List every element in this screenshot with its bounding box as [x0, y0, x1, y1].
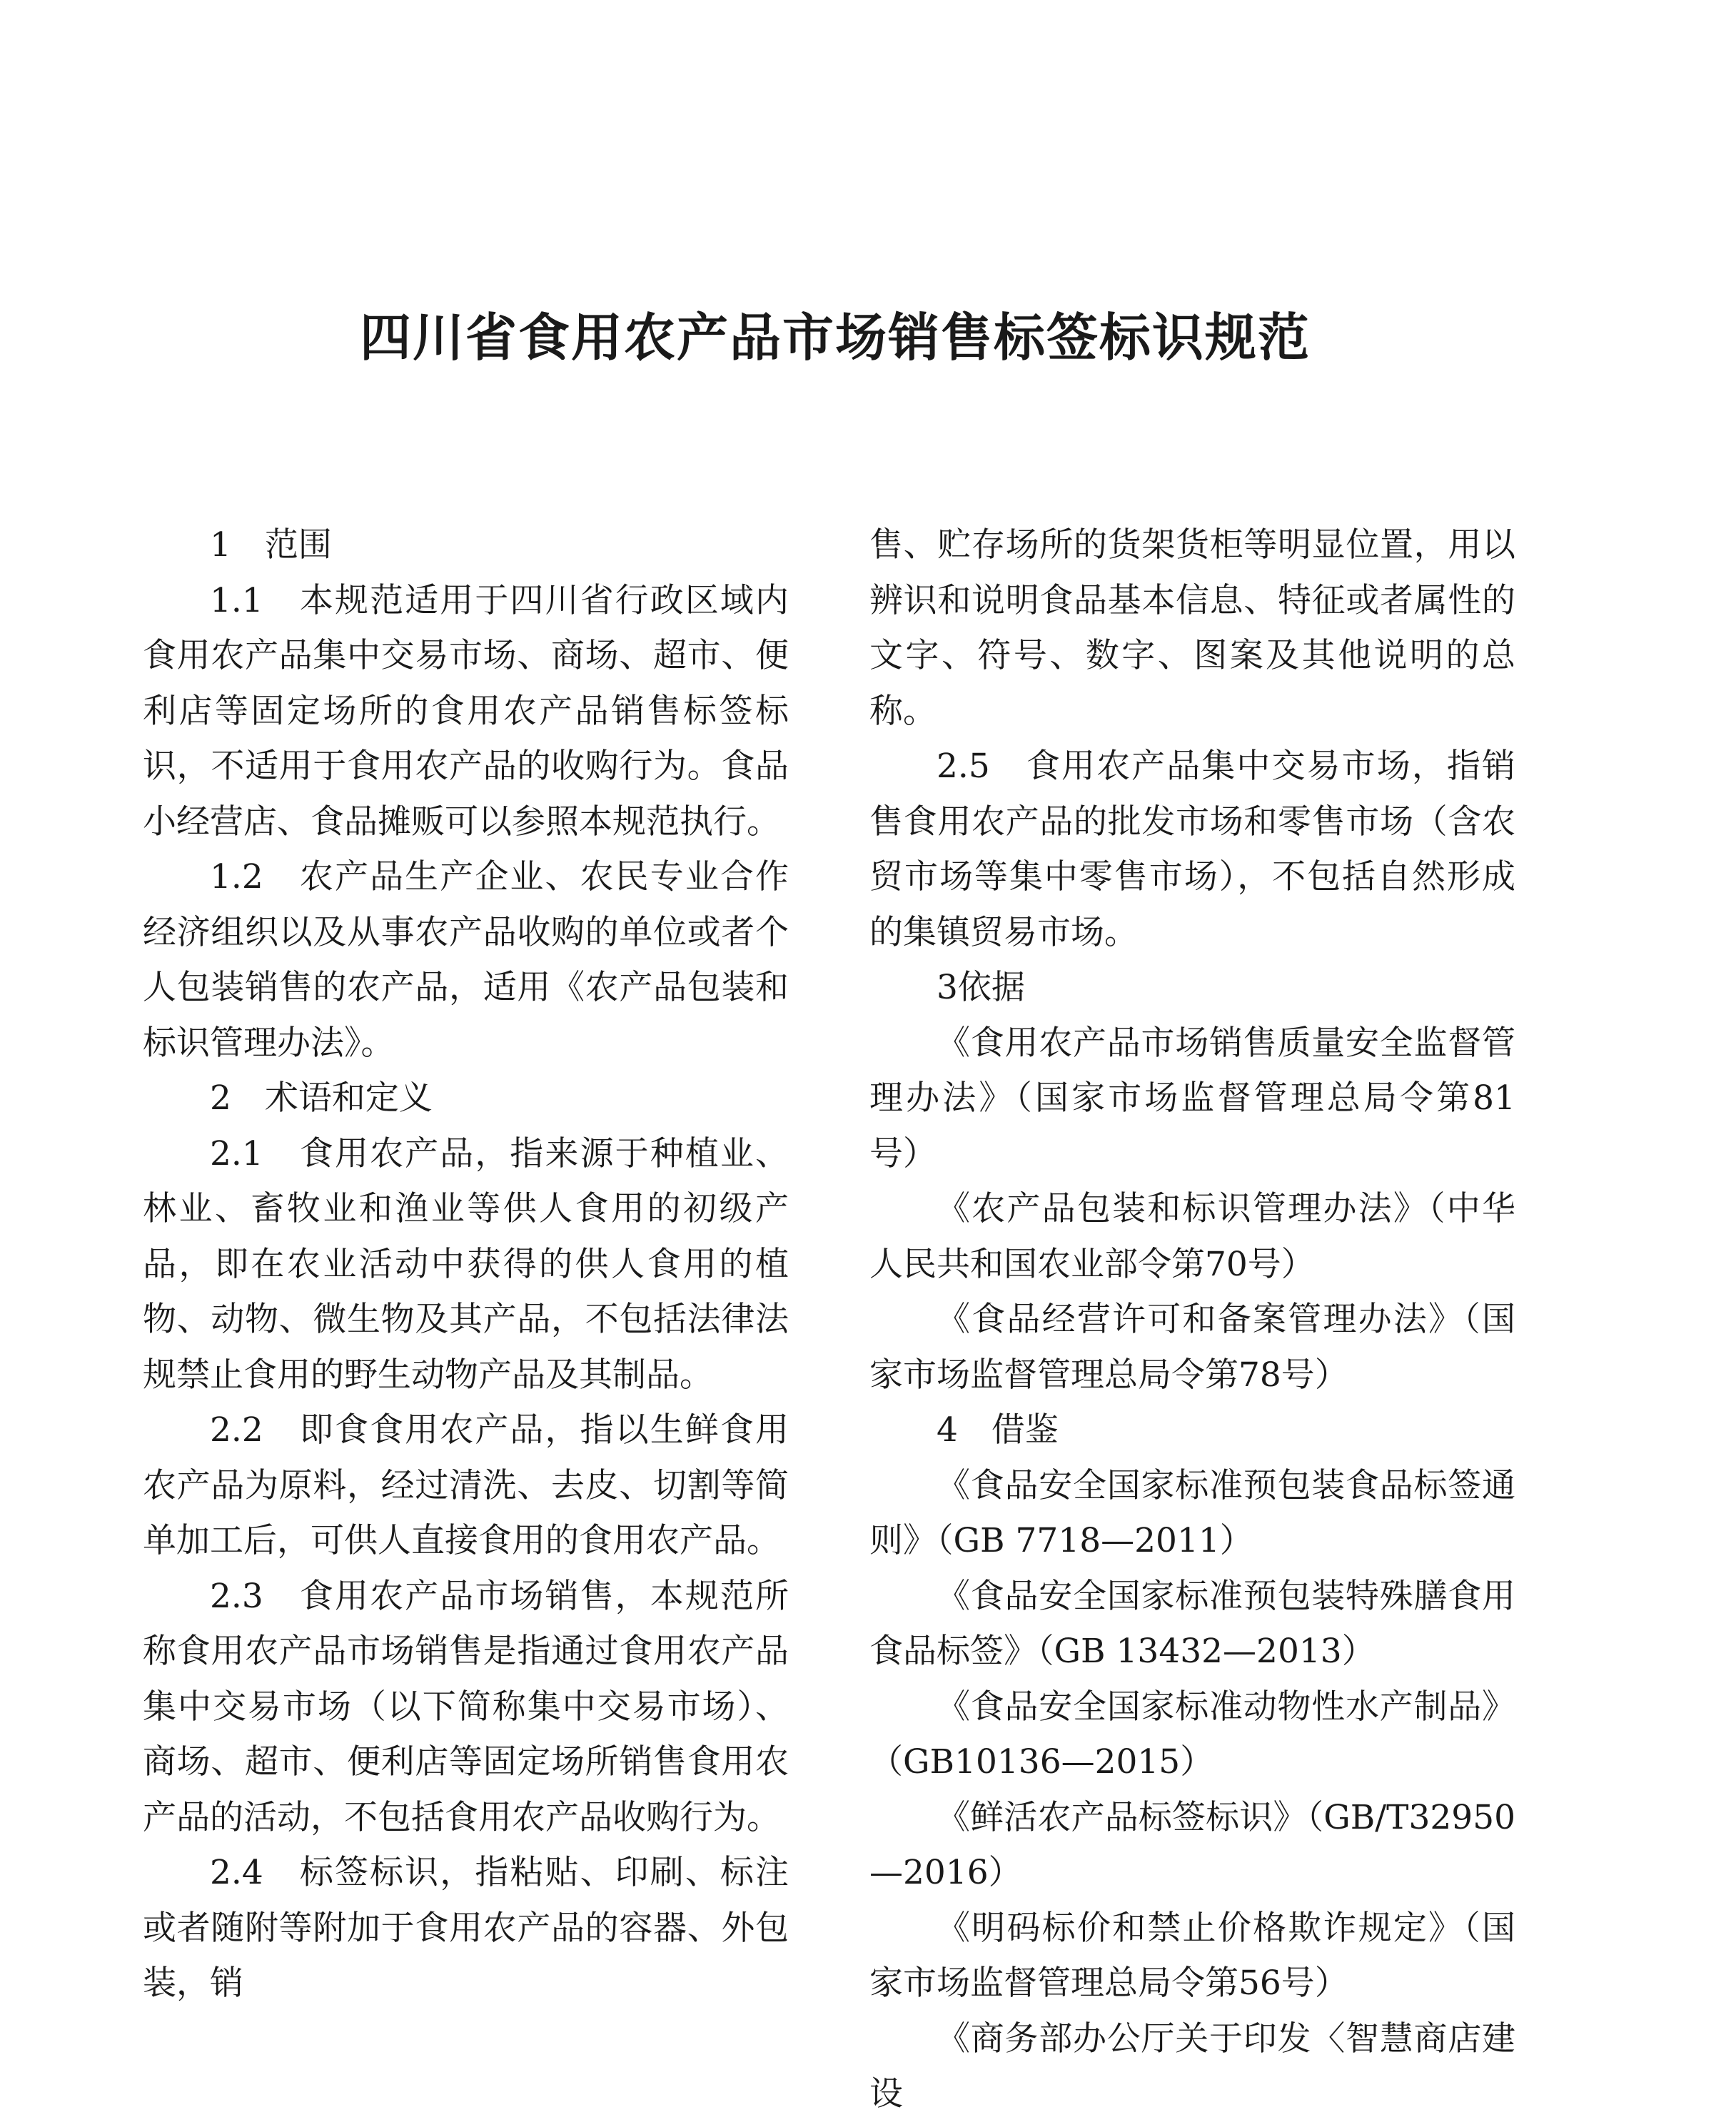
- paragraph: 1 范围: [210, 525, 332, 565]
- paragraph: 《食用农产品市场销售质量安全监督管理办法》（国家市场监督管理总局令第81号）: [869, 1023, 1515, 1173]
- paragraph: 《食品安全国家标准动物性水产制品》（GB10136—2015）: [869, 1687, 1515, 1782]
- paragraph: 《商务部办公厅关于印发〈智慧商店建设: [869, 2019, 1515, 2113]
- paragraph: 2.3 食用农产品市场销售，本规范所称食用农产品市场销售是指通过食用农产品集中交易市场（以下简称集中交易市场）、商场、超市、便利店等固定场所销售食用农产品的活动，不包括食用农产品收购行为。: [143, 1576, 789, 1837]
- paragraph: 2.4 标签标识，指粘贴、印刷、标注或者随附等附加于食用农产品的容器、外包装，销: [143, 1853, 789, 2003]
- paragraph: 1.2 农产品生产企业、农民专业合作经济组织以及从事农产品收购的单位或者个人包装销售的农产品，适用《农产品包装和标识管理办法》。: [143, 857, 789, 1063]
- paragraph: 3依据: [937, 968, 1025, 1007]
- paragraph: 2.5 食用农产品集中交易市场，指销售食用农产品的批发市场和零售市场（含农贸市场等集中零售市场），不包括自然形成的集镇贸易市场。: [869, 747, 1515, 952]
- paragraph: 《食品安全国家标准预包装食品标签通则》（GB 7718—2011）: [869, 1465, 1515, 1560]
- document-title: 四川省食用农产品市场销售标签标识规范: [359, 308, 1311, 368]
- paragraph: 2 术语和定义: [210, 1078, 433, 1118]
- left-column: [143, 517, 789, 2011]
- paragraph: 2.2 即食食用农产品，指以生鲜食用农产品为原料，经过清洗、去皮、切割等简单加工后，可供人直接食用的食用农产品。: [143, 1410, 789, 1560]
- paragraph: 《农产品包装和标识管理办法》（中华人民共和国农业部令第70号）: [869, 1189, 1515, 1284]
- paragraph: 《食品安全国家标准预包装特殊膳食用食品标签》（GB 13432—2013）: [869, 1576, 1515, 1671]
- paragraph: 《鲜活农产品标签标识》（GB/T32950—2016）: [869, 1797, 1515, 1892]
- right-column: [869, 517, 1515, 2122]
- paragraph: 售、贮存场所的货架货柜等明显位置，用以辨识和说明食品基本信息、特征或者属性的文字、符号、数字、图案及其他说明的总称。: [869, 525, 1515, 731]
- paragraph: 2.1 食用农产品，指来源于种植业、林业、畜牧业和渔业等供人食用的初级产品，即在农业活动中获得的供人食用的植物、动物、微生物及其产品，不包括法律法规禁止食用的野生动物产品及其制品。: [143, 1133, 789, 1395]
- paragraph: 《明码标价和禁止价格欺诈规定》（国家市场监督管理总局令第56号）: [869, 1908, 1515, 2003]
- paragraph: 4 借鉴: [937, 1410, 1059, 1450]
- paragraph: 《食品经营许可和备案管理办法》（国家市场监督管理总局令第78号）: [869, 1300, 1515, 1395]
- paragraph: 1.1 本规范适用于四川省行政区域内食用农产品集中交易市场、商场、超市、便利店等固定场所的食用农产品销售标签标识，不适用于食用农产品的收购行为。食品小经营店、食品摊贩可以参照本规范执行。: [143, 580, 789, 842]
